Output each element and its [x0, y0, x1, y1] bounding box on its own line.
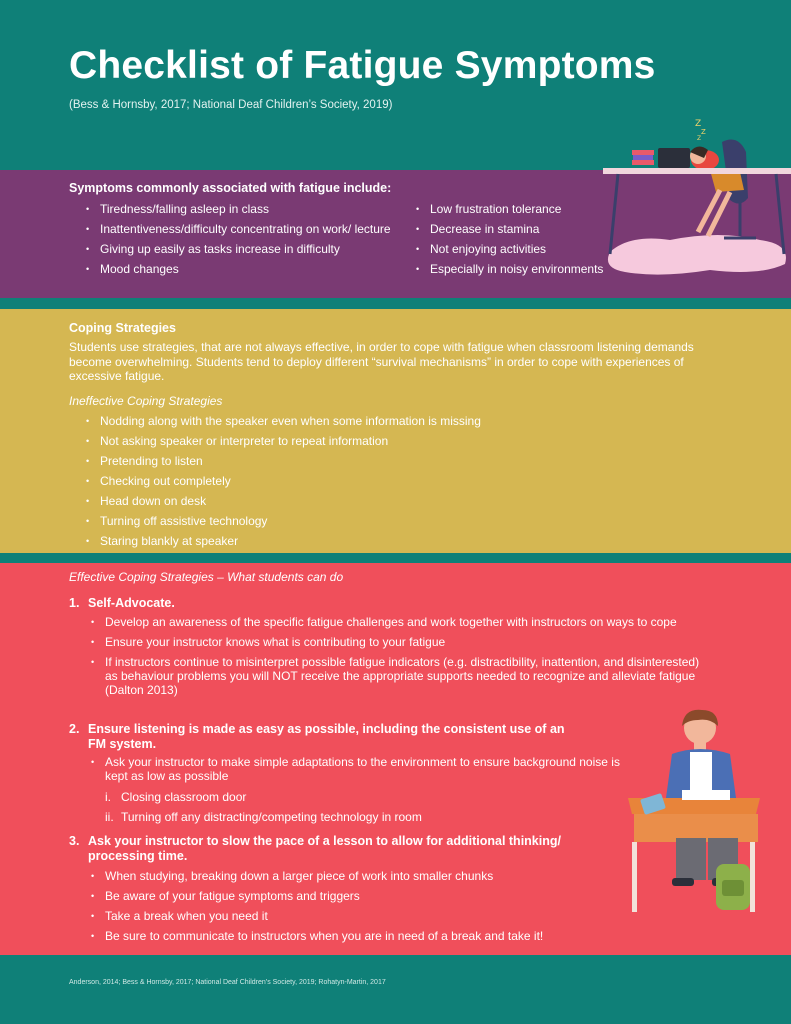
strategy-2-list [69, 755, 639, 789]
list-item: • If instructors continue to misinterpret possible fatigue indicators (e.g. distractibility, inattention, and disinterested) as behaviour problems you will NOT receive the appropriate supports needed to recognize and alleviate fatigue (Dalton 2013) [69, 655, 709, 697]
list-item: • Mood changes [69, 262, 399, 276]
page-title: Checklist of Fatigue Symptoms [69, 44, 656, 87]
coping-strategies-section [0, 309, 791, 553]
list-item: • Inattentiveness/difficulty concentrating on work/ lecture [69, 222, 399, 236]
list-item: • Especially in noisy environments [399, 262, 629, 276]
strategy-3-heading: 3. Ask your instructor to slow the pace of a lesson to allow for additional thinking/ processing time. [69, 834, 561, 863]
list-item: • Ask your instructor to make simple adaptations to the environment to ensure background noise is kept as low as possible [69, 755, 639, 783]
list-item: • Be aware of your fatigue symptoms and triggers [69, 889, 669, 903]
list-item: • Low frustration tolerance [399, 202, 629, 216]
list-item: • Nodding along with the speaker even when some information is missing [69, 414, 669, 428]
list-item: • Take a break when you need it [69, 909, 669, 923]
list-item: • Develop an awareness of the specific fatigue challenges and work together with instructors on ways to cope [69, 615, 709, 629]
list-item: • Turning off assistive technology [69, 514, 669, 528]
ineffective-list [69, 414, 669, 554]
sleep-z-icon: Z [701, 128, 706, 136]
list-item: • Staring blankly at speaker [69, 534, 669, 548]
effective-heading: Effective Coping Strategies – What students can do [69, 570, 344, 584]
ineffective-heading: Ineffective Coping Strategies [69, 394, 223, 408]
coping-paragraph: Students use strategies, that are not always effective, in order to cope with fatigue when classroom listening demands become overwhelming. Students tend to deploy different “survival mechanisms” in order to cope with experiences of excessive fatigue. [69, 340, 694, 383]
footer-citation: Anderson, 2014; Bess & Hornsby, 2017; National Deaf Children’s Society, 2019; Rohatyn-Martin, 2017 [69, 979, 386, 986]
list-item: • When studying, breaking down a larger piece of work into smaller chunks [69, 869, 669, 883]
list-item: • Tiredness/falling asleep in class [69, 202, 399, 216]
header-citation: (Bess & Hornsby, 2017; National Deaf Children’s Society, 2019) [69, 99, 393, 111]
strategy-1-heading: 1. Self-Advocate. [69, 596, 175, 610]
list-item: • Be sure to communicate to instructors when you are in need of a break and take it! [69, 929, 669, 943]
strategy-3-list [69, 869, 669, 949]
list-item: • Checking out completely [69, 474, 669, 488]
list-item: • Head down on desk [69, 494, 669, 508]
strategy-2-sub-2: ii. Turning off any distracting/competing technology in room [105, 810, 422, 824]
studying-student-illustration [620, 706, 770, 921]
symptoms-list-right [399, 202, 629, 282]
list-item: • Pretending to listen [69, 454, 669, 468]
list-item: • Ensure your instructor knows what is contributing to your fatigue [69, 635, 709, 649]
strategy-2-sub-1: i. Closing classroom door [105, 790, 247, 804]
symptoms-heading: Symptoms commonly associated with fatigue include: [69, 181, 392, 195]
list-item: • Giving up easily as tasks increase in difficulty [69, 242, 399, 256]
coping-heading: Coping Strategies [69, 321, 176, 335]
strategy-1-list [69, 615, 709, 703]
symptoms-list-left [69, 202, 399, 282]
list-item: • Decrease in stamina [399, 222, 629, 236]
list-item: • Not asking speaker or interpreter to repeat information [69, 434, 669, 448]
sleep-z-icon: Z [695, 119, 702, 129]
sleeping-student-illustration [600, 112, 791, 280]
list-item: • Not enjoying activities [399, 242, 629, 256]
sleep-z-icon: Z [697, 135, 702, 142]
strategy-2-heading: 2. Ensure listening is made as easy as possible, including the consistent use of an FM system. [69, 722, 565, 751]
